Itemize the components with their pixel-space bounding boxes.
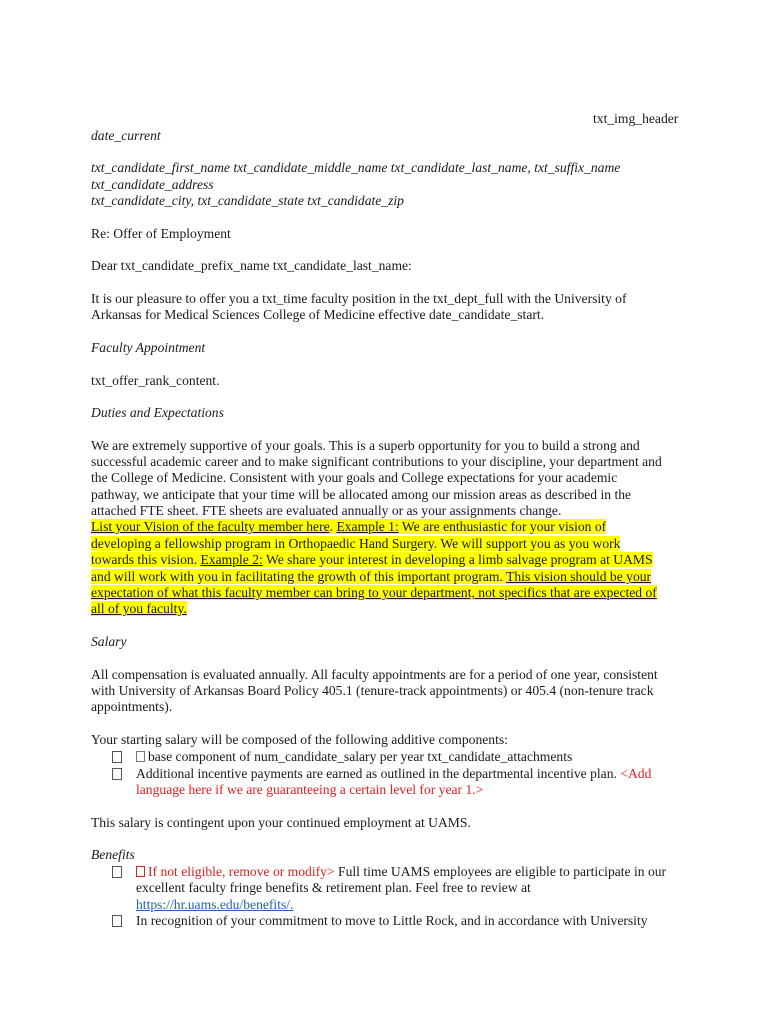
benefits-item: In recognition of your commitment to move to Little Rock, and in accordance with University xyxy=(136,913,648,928)
vision-text: We share your interest in developing a limb salvage program at UAMS xyxy=(262,552,653,567)
salary-components-intro: Your starting salary will be composed of the following additive components: xyxy=(91,732,508,747)
vision-expectation: expectation of what this faculty member can bring to your department, not specifics that are expected of xyxy=(91,585,657,600)
intro-line: Arkansas for Medical Sciences College of Medicine effective date_candidate_start. xyxy=(91,307,545,322)
candidate-city-line: txt_candidate_city, txt_candidate_state txt_candidate_zip xyxy=(91,193,404,208)
duties-line: attached FTE sheet. FTE sheets are evaluated annually or as your assignments change. xyxy=(91,503,562,518)
bullet-icon xyxy=(112,768,122,780)
salary-line: All compensation is evaluated annually. All faculty appointments are for a period of one year, consistent xyxy=(91,667,658,682)
vision-line xyxy=(91,519,606,535)
vision-instruction: List your Vision of the faculty member here xyxy=(91,519,330,534)
vision-line xyxy=(91,585,657,601)
bullet-icon xyxy=(136,866,145,877)
vision-text: . xyxy=(329,519,337,534)
vision-text: towards this vision. xyxy=(91,552,201,567)
salary-component-text: base component of num_candidate_salary per year txt_candidate_attachments xyxy=(148,749,573,764)
example-1-label: Example 1: xyxy=(336,519,399,534)
re-line: Re: Offer of Employment xyxy=(91,226,231,241)
duties-line: the College of Medicine. Consistent with your goals and College expectations for your academic xyxy=(91,470,618,485)
vision-line xyxy=(91,569,651,585)
vision-expectation: all of you faculty. xyxy=(91,601,187,616)
vision-text: We are enthusiastic for your vision of xyxy=(398,519,607,534)
vision-line xyxy=(91,601,187,617)
vision-expectation: This vision should be your xyxy=(506,569,652,584)
bullet-icon xyxy=(136,751,145,762)
benefits-text: excellent faculty fringe benefits & retirement plan. Feel free to review at xyxy=(136,880,531,895)
salary-component-item xyxy=(136,766,651,782)
faculty-appointment-heading: Faculty Appointment xyxy=(91,340,206,355)
salutation: Dear txt_candidate_prefix_name txt_candidate_last_name: xyxy=(91,258,412,273)
benefits-text: Full time UAMS employees are eligible to participate in our xyxy=(334,864,667,879)
benefits-heading: Benefits xyxy=(91,847,135,862)
benefits-link-line xyxy=(136,897,293,913)
vision-line xyxy=(91,536,620,552)
salary-component-text: Additional incentive payments are earned as outlined in the departmental incentive plan. xyxy=(136,766,621,781)
eligibility-note: If not eligible, remove or modify> xyxy=(148,864,335,879)
salary-line: with University of Arkansas Board Policy 405.1 (tenure-track appointments) or 405.4 (non-tenure track xyxy=(91,683,654,698)
candidate-name-line: txt_candidate_first_name txt_candidate_middle_name txt_candidate_last_name, txt_suffix_name xyxy=(91,160,621,175)
bullet-icon xyxy=(112,915,122,927)
letter-date: date_current xyxy=(91,128,161,143)
header-image-placeholder: txt_img_header xyxy=(593,111,679,126)
candidate-address: txt_candidate_address xyxy=(91,177,214,192)
vision-text: developing a fellowship program in Orthopaedic Hand Surgery. We will support you as you work xyxy=(91,536,621,551)
salary-line: appointments). xyxy=(91,699,173,714)
add-language-note: <Add xyxy=(620,766,652,781)
example-2-label: Example 2: xyxy=(200,552,263,567)
intro-line: It is our pleasure to offer you a txt_time faculty position in the txt_dept_full with the University of xyxy=(91,291,627,306)
duties-line: successful academic career and to make significant contributions to your discipline, your department and xyxy=(91,454,662,469)
benefits-link[interactable]: https://hr.uams.edu/benefits/. xyxy=(136,897,294,912)
salary-component-item xyxy=(136,749,572,765)
salary-contingent: This salary is contingent upon your continued employment at UAMS. xyxy=(91,815,471,830)
bullet-icon xyxy=(112,751,122,763)
duties-line: pathway, we anticipate that your time will be allocated among our mission areas as described in the xyxy=(91,487,632,502)
vision-line xyxy=(91,552,653,568)
faculty-appointment-content: txt_offer_rank_content. xyxy=(91,373,220,388)
bullet-icon xyxy=(112,866,122,878)
duties-line: We are extremely supportive of your goals. This is a superb opportunity for you to build a strong and xyxy=(91,438,640,453)
add-language-note: language here if we are guaranteeing a certain level for year 1.> xyxy=(136,782,484,797)
salary-heading: Salary xyxy=(91,634,127,649)
vision-text: and will work with you in facilitating the growth of this important program. xyxy=(91,569,507,584)
benefits-item xyxy=(136,864,666,880)
duties-heading: Duties and Expectations xyxy=(91,405,224,420)
